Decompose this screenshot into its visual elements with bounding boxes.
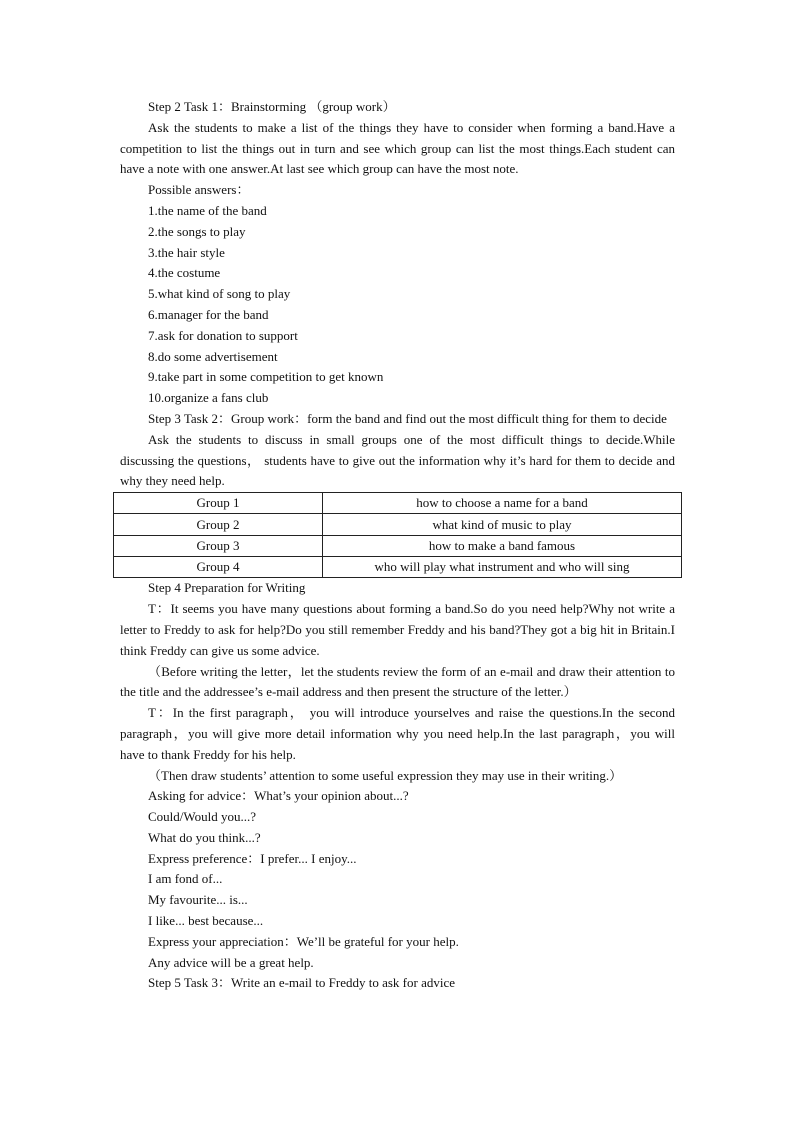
expression-line: Express preference：I prefer... I enjoy...	[148, 850, 357, 866]
step4-paragraph-3: T：In the first paragraph， you will introduce yourselves and raise the questions.In the second paragraph，you will give more detail information why you need help.In the last paragraph，you will have to thank Freddy for his help.	[120, 705, 675, 762]
expression-line: Express your appreciation：We’ll be grateful for your help.	[148, 933, 459, 949]
expression-line: I am fond of...	[148, 871, 223, 887]
group-cell: Group 2	[114, 514, 323, 535]
step3-heading: Step 3 Task 2：Group work：form the band and find out the most difficult thing for them to decide	[148, 410, 667, 426]
expression-line: I like... best because...	[148, 913, 264, 929]
step2-heading: Step 2 Task 1：Brainstorming （group work）	[148, 99, 396, 114]
list-item: 7.ask for donation to support	[148, 327, 298, 343]
table-row	[114, 514, 682, 535]
answers-label: Possible answers：	[148, 182, 250, 198]
expression-line: What do you think...?	[148, 829, 261, 845]
step2-body: Ask the students to make a list of the things they have to consider when forming a band.Have a competition to list the things out in turn and see which group can list the most things.Each student can have a note with one answer.At last see which group can have the most note.	[120, 119, 675, 177]
expression-line: Asking for advice：What’s your opinion about...?	[148, 788, 409, 804]
list-item: 8.do some advertisement	[148, 348, 278, 364]
task-cell: how to make a band famous	[323, 535, 682, 556]
list-item: 5.what kind of song to play	[148, 286, 291, 302]
group-cell: Group 3	[114, 535, 323, 556]
step4-heading: Step 4 Preparation for Writing	[148, 580, 306, 596]
table-row	[114, 493, 682, 514]
table-row	[114, 535, 682, 556]
step5-heading: Step 5 Task 3：Write an e-mail to Freddy to ask for advice	[148, 975, 455, 991]
task-cell: what kind of music to play	[323, 514, 682, 535]
task-cell: how to choose a name for a band	[323, 493, 682, 514]
expression-line: My favourite... is...	[148, 892, 248, 908]
table-row	[114, 557, 682, 578]
list-item: 4.the costume	[148, 265, 221, 281]
list-item: 2.the songs to play	[148, 223, 246, 239]
document-page	[120, 97, 675, 994]
list-item: 3.the hair style	[148, 244, 225, 260]
list-item: 6.manager for the band	[148, 306, 269, 322]
list-item: 1.the name of the band	[148, 202, 267, 218]
list-item: 10.organize a fans club	[148, 390, 269, 406]
step3-body: Ask the students to discuss in small groups one of the most difficult things to decide.While discussing the questions， students have to give out the information why it’s hard for them to decide and why they need help.	[120, 431, 675, 489]
group-cell: Group 4	[114, 557, 323, 578]
list-item: 9.take part in some competition to get known	[148, 369, 384, 385]
step4-paragraph-1: T：It seems you have many questions about forming a band.So do you need help?Why not write a letter to Freddy to ask for help?Do you still remember Freddy and his band?They got a big hit in Britain.I think Freddy can give us some advice.	[120, 601, 675, 658]
step4-paragraph-2: （Before writing the letter，let the students review the form of an e-mail and draw their attention to the title and the addressee’s e-mail address and then present the structure of the letter.）	[120, 663, 675, 700]
task-cell: who will play what instrument and who will sing	[323, 557, 682, 578]
expression-line: Any advice will be a great help.	[148, 954, 314, 970]
group-cell: Group 1	[114, 493, 323, 514]
step4-paragraph-4: （Then draw students’ attention to some useful expression they may use in their writing.）	[148, 767, 623, 783]
group-task-table	[113, 492, 682, 578]
expression-line: Could/Would you...?	[148, 809, 257, 825]
